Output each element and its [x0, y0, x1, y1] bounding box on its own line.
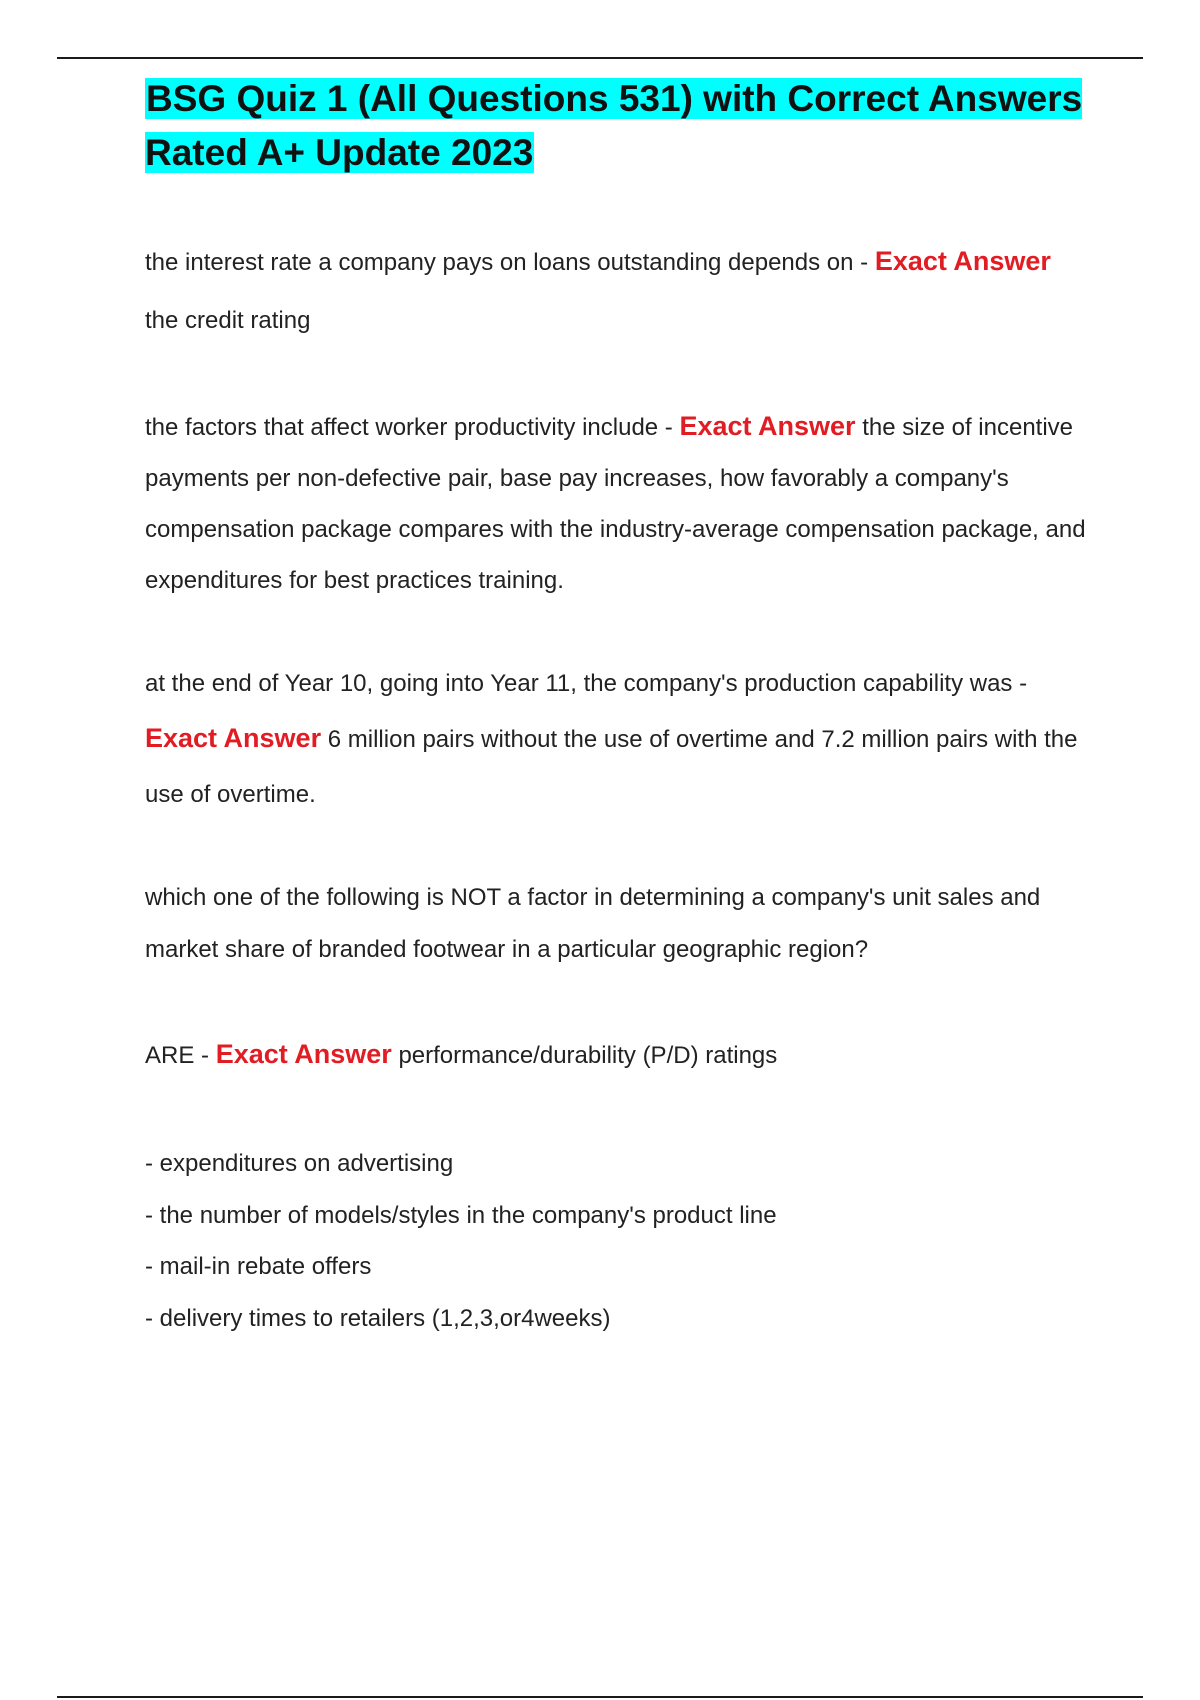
list-item: - expenditures on advertising [145, 1150, 454, 1177]
option-list [145, 1138, 1090, 1344]
answer-prefix: ARE - [145, 1042, 216, 1069]
bottom-divider [57, 1696, 1143, 1698]
answer-text: the size of incentive payments per non-defective pair, base pay increases, how favorably a company's compensation package compares with the industry-average compensation package, and expenditures for best practices training. [145, 414, 1086, 594]
qa-item-4-answer [145, 1028, 1090, 1082]
document-body [145, 72, 1090, 1344]
exact-answer-label: Exact Answer [145, 723, 322, 753]
qa-item-1 [145, 232, 1090, 350]
question-text: the factors that affect worker productivity include - [145, 414, 680, 441]
question-text: at the end of Year 10, going into Year 11, the company's production capability was - [145, 670, 1028, 697]
question-text: which one of the following is NOT a factor in determining a company's unit sales and market share of branded footwear in a particular geographic region? [145, 884, 1041, 963]
document-title [145, 72, 1090, 180]
qa-item-3 [145, 656, 1090, 822]
top-divider [57, 57, 1143, 59]
exact-answer-label: Exact Answer [215, 1039, 392, 1069]
list-item: - delivery times to retailers (1,2,3,or4weeks) [145, 1304, 611, 1332]
exact-answer-label: Exact Answer [679, 411, 856, 441]
answer-text: 6 million pairs without the use of overtime and 7.2 million pairs with the use of overtime. [145, 726, 1078, 808]
exact-answer-label: Exact Answer [874, 246, 1051, 276]
answer-text: the credit rating [145, 307, 311, 334]
title-highlight: BSG Quiz 1 (All Questions 531) with Correct Answers Rated A+ Update 2023 [145, 78, 1083, 173]
qa-item-4-question [145, 872, 1090, 976]
list-item: - mail-in rebate offers [145, 1253, 372, 1280]
list-item: - the number of models/styles in the company's product line [145, 1201, 777, 1229]
answer-text: performance/durability (P/D) ratings [391, 1042, 778, 1069]
qa-item-2 [145, 401, 1090, 606]
question-text: the interest rate a company pays on loans outstanding depends on - [145, 249, 875, 276]
